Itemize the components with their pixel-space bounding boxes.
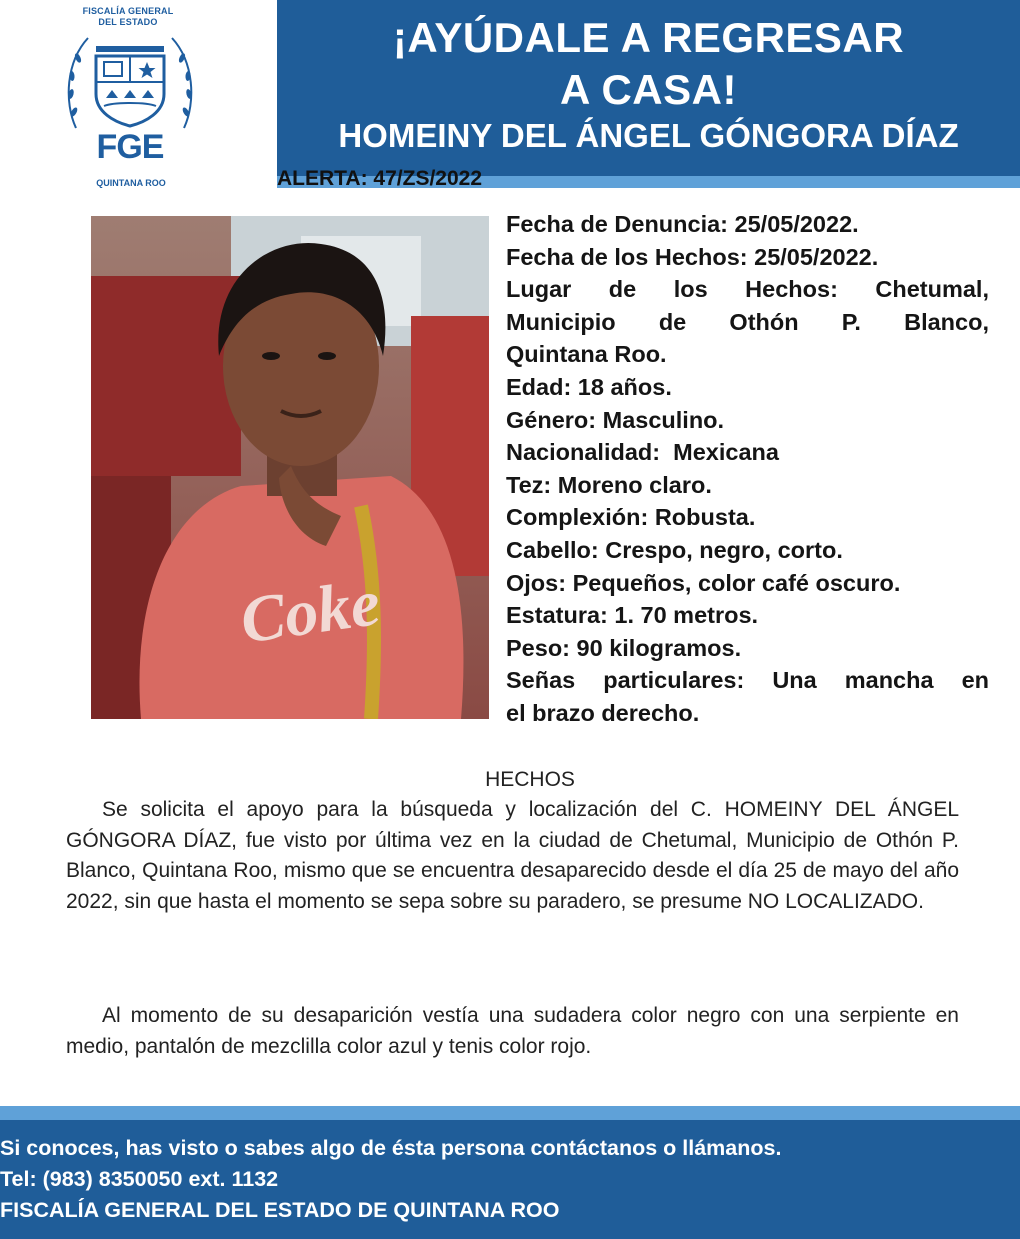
shirt-logo-text: Coke	[236, 565, 385, 658]
missing-person-name: HOMEINY DEL ÁNGEL GÓNGORA DÍAZ	[338, 117, 959, 154]
fge-logo	[48, 0, 248, 200]
footer-contact-message: Si conoces, has visto o sabes algo de ésta persona contáctanos o llámanos.	[0, 1136, 782, 1160]
detail-genero: Género: Masculino.	[506, 406, 725, 433]
hechos-heading: HECHOS	[485, 768, 575, 791]
detail-ojos: Ojos: Pequeños, color café oscuro.	[506, 569, 901, 596]
logo-bottom-text: QUINTANA ROO	[96, 178, 166, 188]
hechos-paragraph-1: Se solicita el apoyo para la búsqueda y localización del C. HOMEINY DEL ÁNGEL GÓNGORA DÍAZ, fue visto por última vez en la ciudad de Chetumal, Municipio de Othón P. Blanco, Quintana Roo, mismo que se encuentra desaparecido desde el día 25 de mayo del año 2022, sin que hasta el momento se sepa sobre su paradero, se presume NO LOCALIZADO.	[66, 798, 959, 913]
footer-accent-bar	[0, 1106, 1020, 1120]
detail-senas-2: el brazo derecho.	[506, 699, 700, 726]
detail-senas-1: Señas particulares: Una mancha en	[506, 667, 989, 694]
logo-top-line-1: FISCALÍA GENERAL	[82, 6, 174, 16]
detail-estatura: Estatura: 1. 70 metros.	[506, 602, 759, 629]
hechos-paragraph-2: Al momento de su desaparición vestía una sudadera color negro con una serpiente en medio, pantalón de mezclilla color azul y tenis color rojo.	[66, 1004, 959, 1058]
detail-edad: Edad: 18 años.	[506, 373, 672, 400]
detail-lugar-hechos-1: Lugar de los Hechos: Chetumal,	[506, 276, 989, 303]
detail-fecha-hechos: Fecha de los Hechos: 25/05/2022.	[506, 243, 879, 270]
footer-phone: Tel: (983) 8350050 ext. 1132	[0, 1167, 279, 1191]
alert-number: ALERTA: 47/ZS/2022	[277, 167, 483, 190]
logo-acronym: FGE	[96, 128, 164, 166]
detail-nacionalidad: Nacionalidad: Mexicana	[506, 439, 779, 466]
detail-lugar-hechos-2: Municipio de Othón P. Blanco,	[506, 308, 989, 335]
header-title-line2: A CASA!	[560, 66, 737, 113]
shield-emblem-icon	[66, 32, 194, 132]
detail-tez: Tez: Moreno claro.	[506, 471, 712, 498]
person-details	[506, 208, 989, 730]
header-banner	[277, 0, 1020, 188]
logo-top-line-2: DEL ESTADO	[98, 17, 158, 27]
footer-institution: FISCALÍA GENERAL DEL ESTADO DE QUINTANA ROO	[0, 1198, 560, 1222]
person-photo	[91, 216, 489, 719]
detail-peso: Peso: 90 kilogramos.	[506, 634, 742, 661]
detail-cabello: Cabello: Crespo, negro, corto.	[506, 536, 843, 563]
detail-fecha-denuncia: Fecha de Denuncia: 25/05/2022.	[506, 211, 859, 237]
person-photo-illustration	[91, 216, 489, 719]
header-title-line1: ¡AYÚDALE A REGRESAR	[392, 14, 905, 61]
detail-lugar-hechos-3: Quintana Roo.	[506, 341, 667, 368]
logo-top-text	[48, 6, 208, 28]
detail-complexion: Complexión: Robusta.	[506, 504, 756, 531]
